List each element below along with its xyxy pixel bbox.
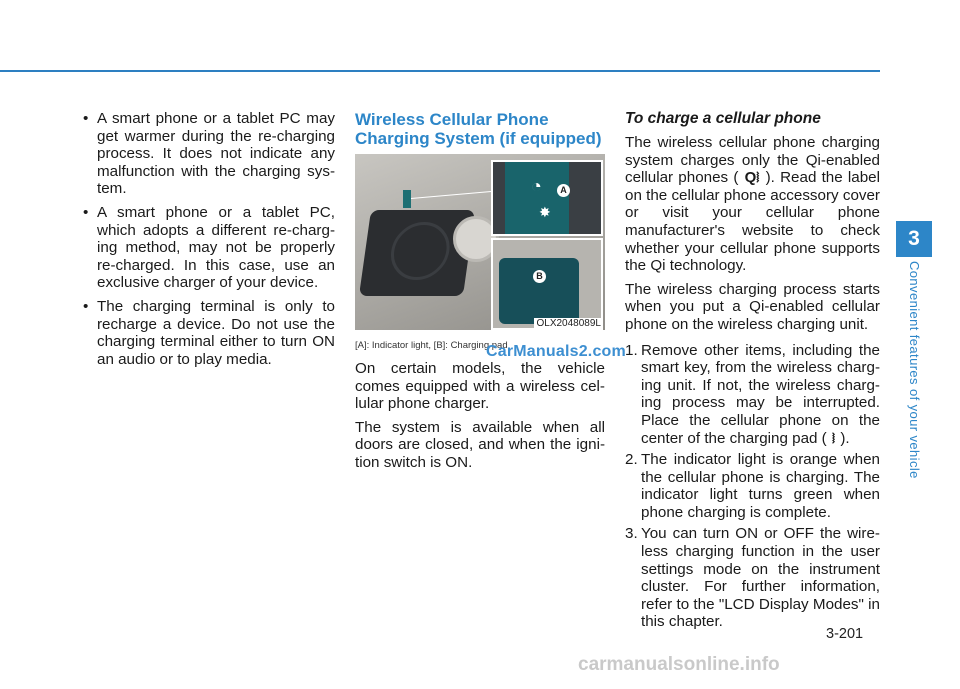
qi-wireless-icon: Q⧘ — [744, 169, 760, 187]
inset-indicator-light — [491, 160, 603, 236]
chapter-tab: 3 — [896, 221, 932, 257]
right-column — [625, 110, 880, 635]
callout-b: B — [533, 270, 546, 283]
caution-bullet-list — [80, 110, 335, 368]
indicator-light-illustration — [403, 190, 411, 208]
bullet-item: • A smart phone or a tablet PC, which adopts a different re-charg-ing method, may not be properly re-charged. In this case, use an exclusive charger of your device. — [80, 204, 335, 292]
subsection-heading: To charge a cellular phone — [625, 110, 821, 127]
lightning-icon: ✸ — [539, 204, 551, 220]
step-item: 2. The indicator light is orange when the cellular phone is charging. The indicator light turns green when phone charging is complete. — [625, 451, 880, 521]
left-column — [80, 110, 335, 374]
paragraph: The system is available when all doors are closed, and when the igni-tion switch is ON. — [355, 418, 605, 471]
intro-paragraph: The wireless cellular phone charging system charges only the Qi-enabled cellular phones ( Q⧘ ). Read the label on the cellular phone accessory cover or visit your cellular phone manufacturer's website to check whether your cellular phone supports the Qi technology. — [625, 134, 880, 275]
footer-watermark: carmanualsonline.info — [578, 654, 780, 675]
chapter-title: Convenient features of your vehicle — [907, 261, 922, 479]
charge-steps-list — [625, 342, 880, 632]
page-number: 3-201 — [826, 626, 864, 642]
qi-wireless-icon: ⧘ — [831, 429, 836, 447]
callout-a: A — [557, 184, 570, 197]
figure-code: OLX2048089L — [536, 318, 601, 329]
bullet-item: • A smart phone or a tablet PC may get warmer during the re-charging process. It does not indicate any malfunction with the charging sys-tem. — [80, 110, 335, 198]
callout-leader-line — [411, 191, 493, 199]
charging-pad-photo — [355, 154, 605, 330]
step-item: 3. You can turn ON or OFF the wire-less charging function in the user settings mode on the instrument cluster. For further information, refer to the "LCD Display Modes" in this chapter. — [625, 525, 880, 631]
figure-caption: [A]: Indicator light, [B]: Charging pad — [355, 340, 508, 351]
section-heading: Wireless Cellular Phone Charging System (if equipped) — [355, 110, 602, 148]
paragraph: The wireless charging process starts when you put a Qi-enabled cellular phone on the wireless charging unit. — [625, 280, 880, 333]
inset-charging-pad — [491, 238, 603, 330]
paragraph: On certain models, the vehicle comes equipped with a wireless cel-lular phone charger. — [355, 360, 605, 413]
watermark-link[interactable]: CarManuals2.com — [486, 343, 626, 360]
bullet-item: • The charging terminal is only to recharge a device. Do not use the charging terminal either to turn ON an audio or to play media. — [80, 298, 335, 368]
step-item: 1. Remove other items, including the smart key, from the wireless charg-ing unit. If not, the wireless charg-ing process may be interrupted. Place the cellular phone on the center of the charging pad ( ⧘ ). — [625, 341, 880, 447]
middle-column — [355, 110, 605, 472]
header-rule — [0, 70, 880, 72]
wireless-charge-icon: ◔ — [531, 176, 542, 196]
